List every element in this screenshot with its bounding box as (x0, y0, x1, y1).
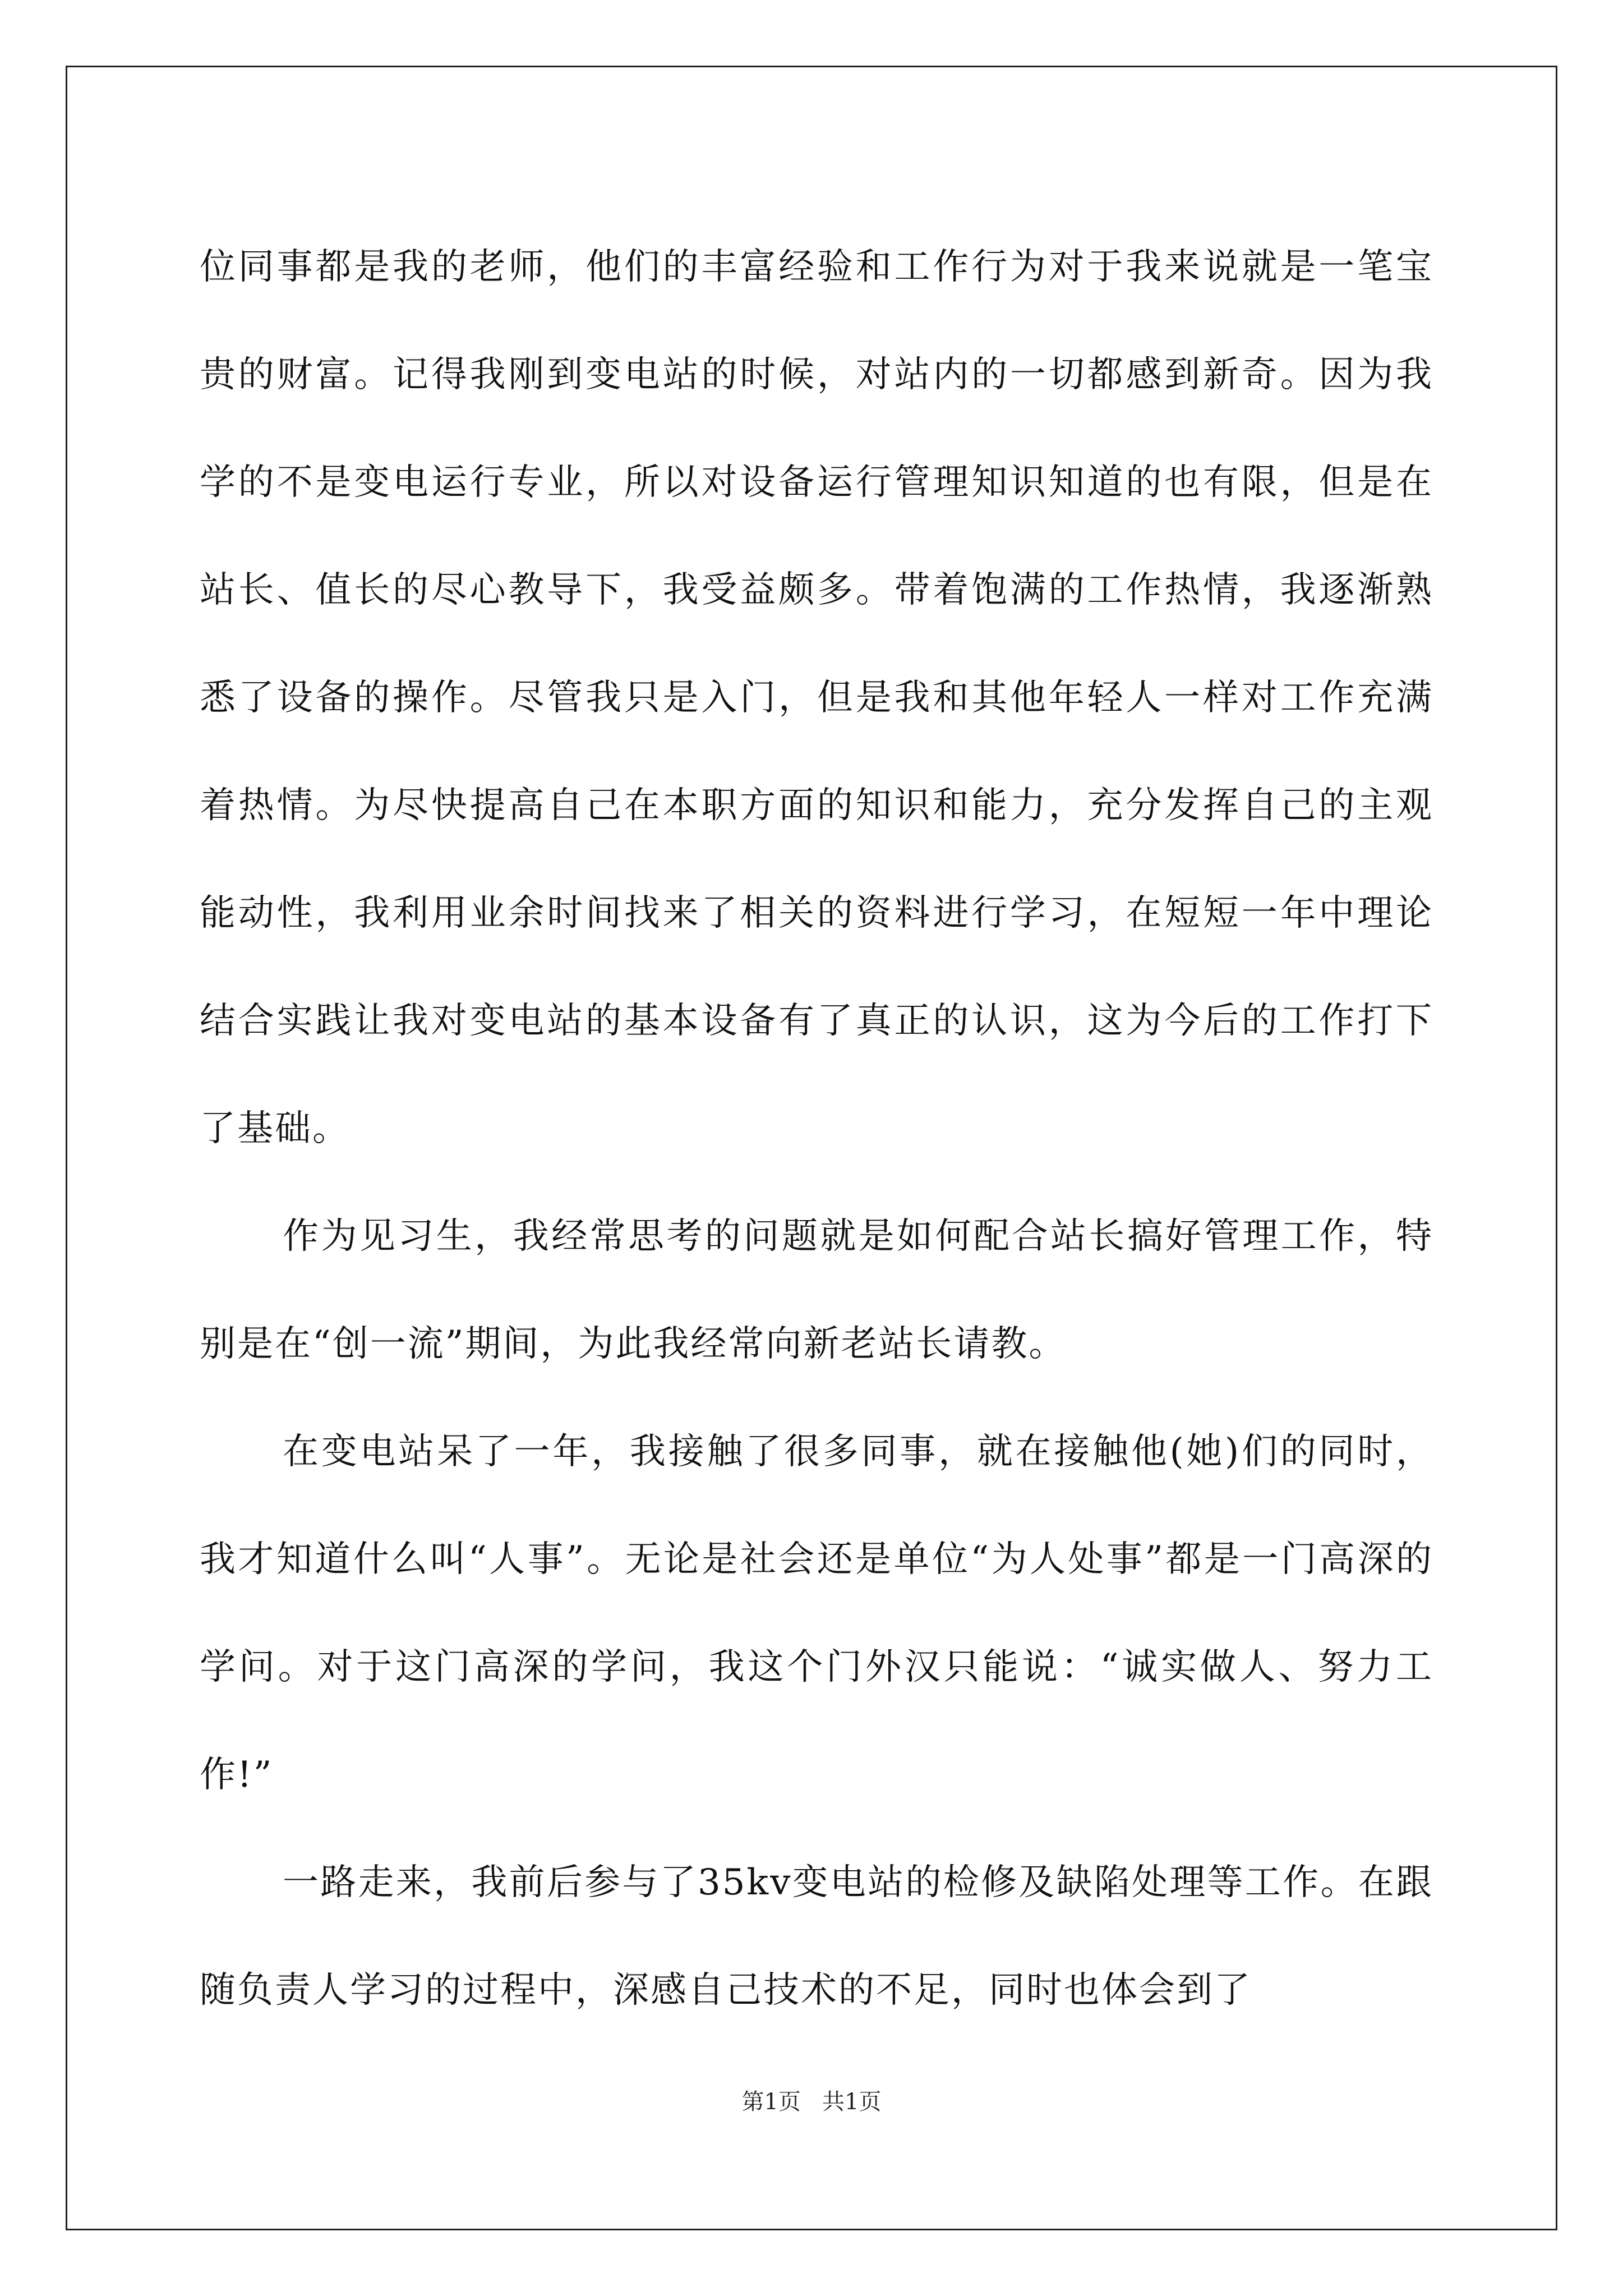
paragraph-4: 一路走来，我前后参与了35kv变电站的检修及缺陷处理等工作。在跟随负责人学习的过程中，深感自己技术的不足，同时也体会到了 (200, 1862, 1433, 2011)
paragraph-2: 作为见习生，我经常思考的问题就是如何配合站长搞好管理工作，特别是在“创一流”期间，为此我经常向新老站长请教。 (200, 1216, 1433, 1365)
paragraph-3: 在变电站呆了一年，我接触了很多同事，就在接触他(她)们的同时，我才知道什么叫“人事”。无论是社会还是单位“为人处事”都是一门高深的学问。对于这门高深的学问，我这个门外汉只能说：“诚实做人、努力工作!” (200, 1431, 1433, 1796)
document-body (200, 213, 1433, 2044)
page-number-footer: 第1页 共1页 (741, 2089, 882, 2115)
paragraph-1: 位同事都是我的老师，他们的丰富经验和工作行为对于我来说就是一笔宝贵的财富。记得我刚到变电站的时候，对站内的一切都感到新奇。因为我学的不是变电运行专业，所以对设备运行管理知识知道的也有限，但是在站长、值长的尽心教导下，我受益颇多。带着饱满的工作热情，我逐渐熟悉了设备的操作。尽管我只是入门，但是我和其他年轻人一样对工作充满着热情。为尽快提高自己在本职方面的知识和能力，充分发挥自己的主观能动性，我利用业余时间找来了相关的资料进行学习，在短短一年中理论结合实践让我对变电站的基本设备有了真正的认识，这为今后的工作打下了基础。 (200, 246, 1433, 1149)
